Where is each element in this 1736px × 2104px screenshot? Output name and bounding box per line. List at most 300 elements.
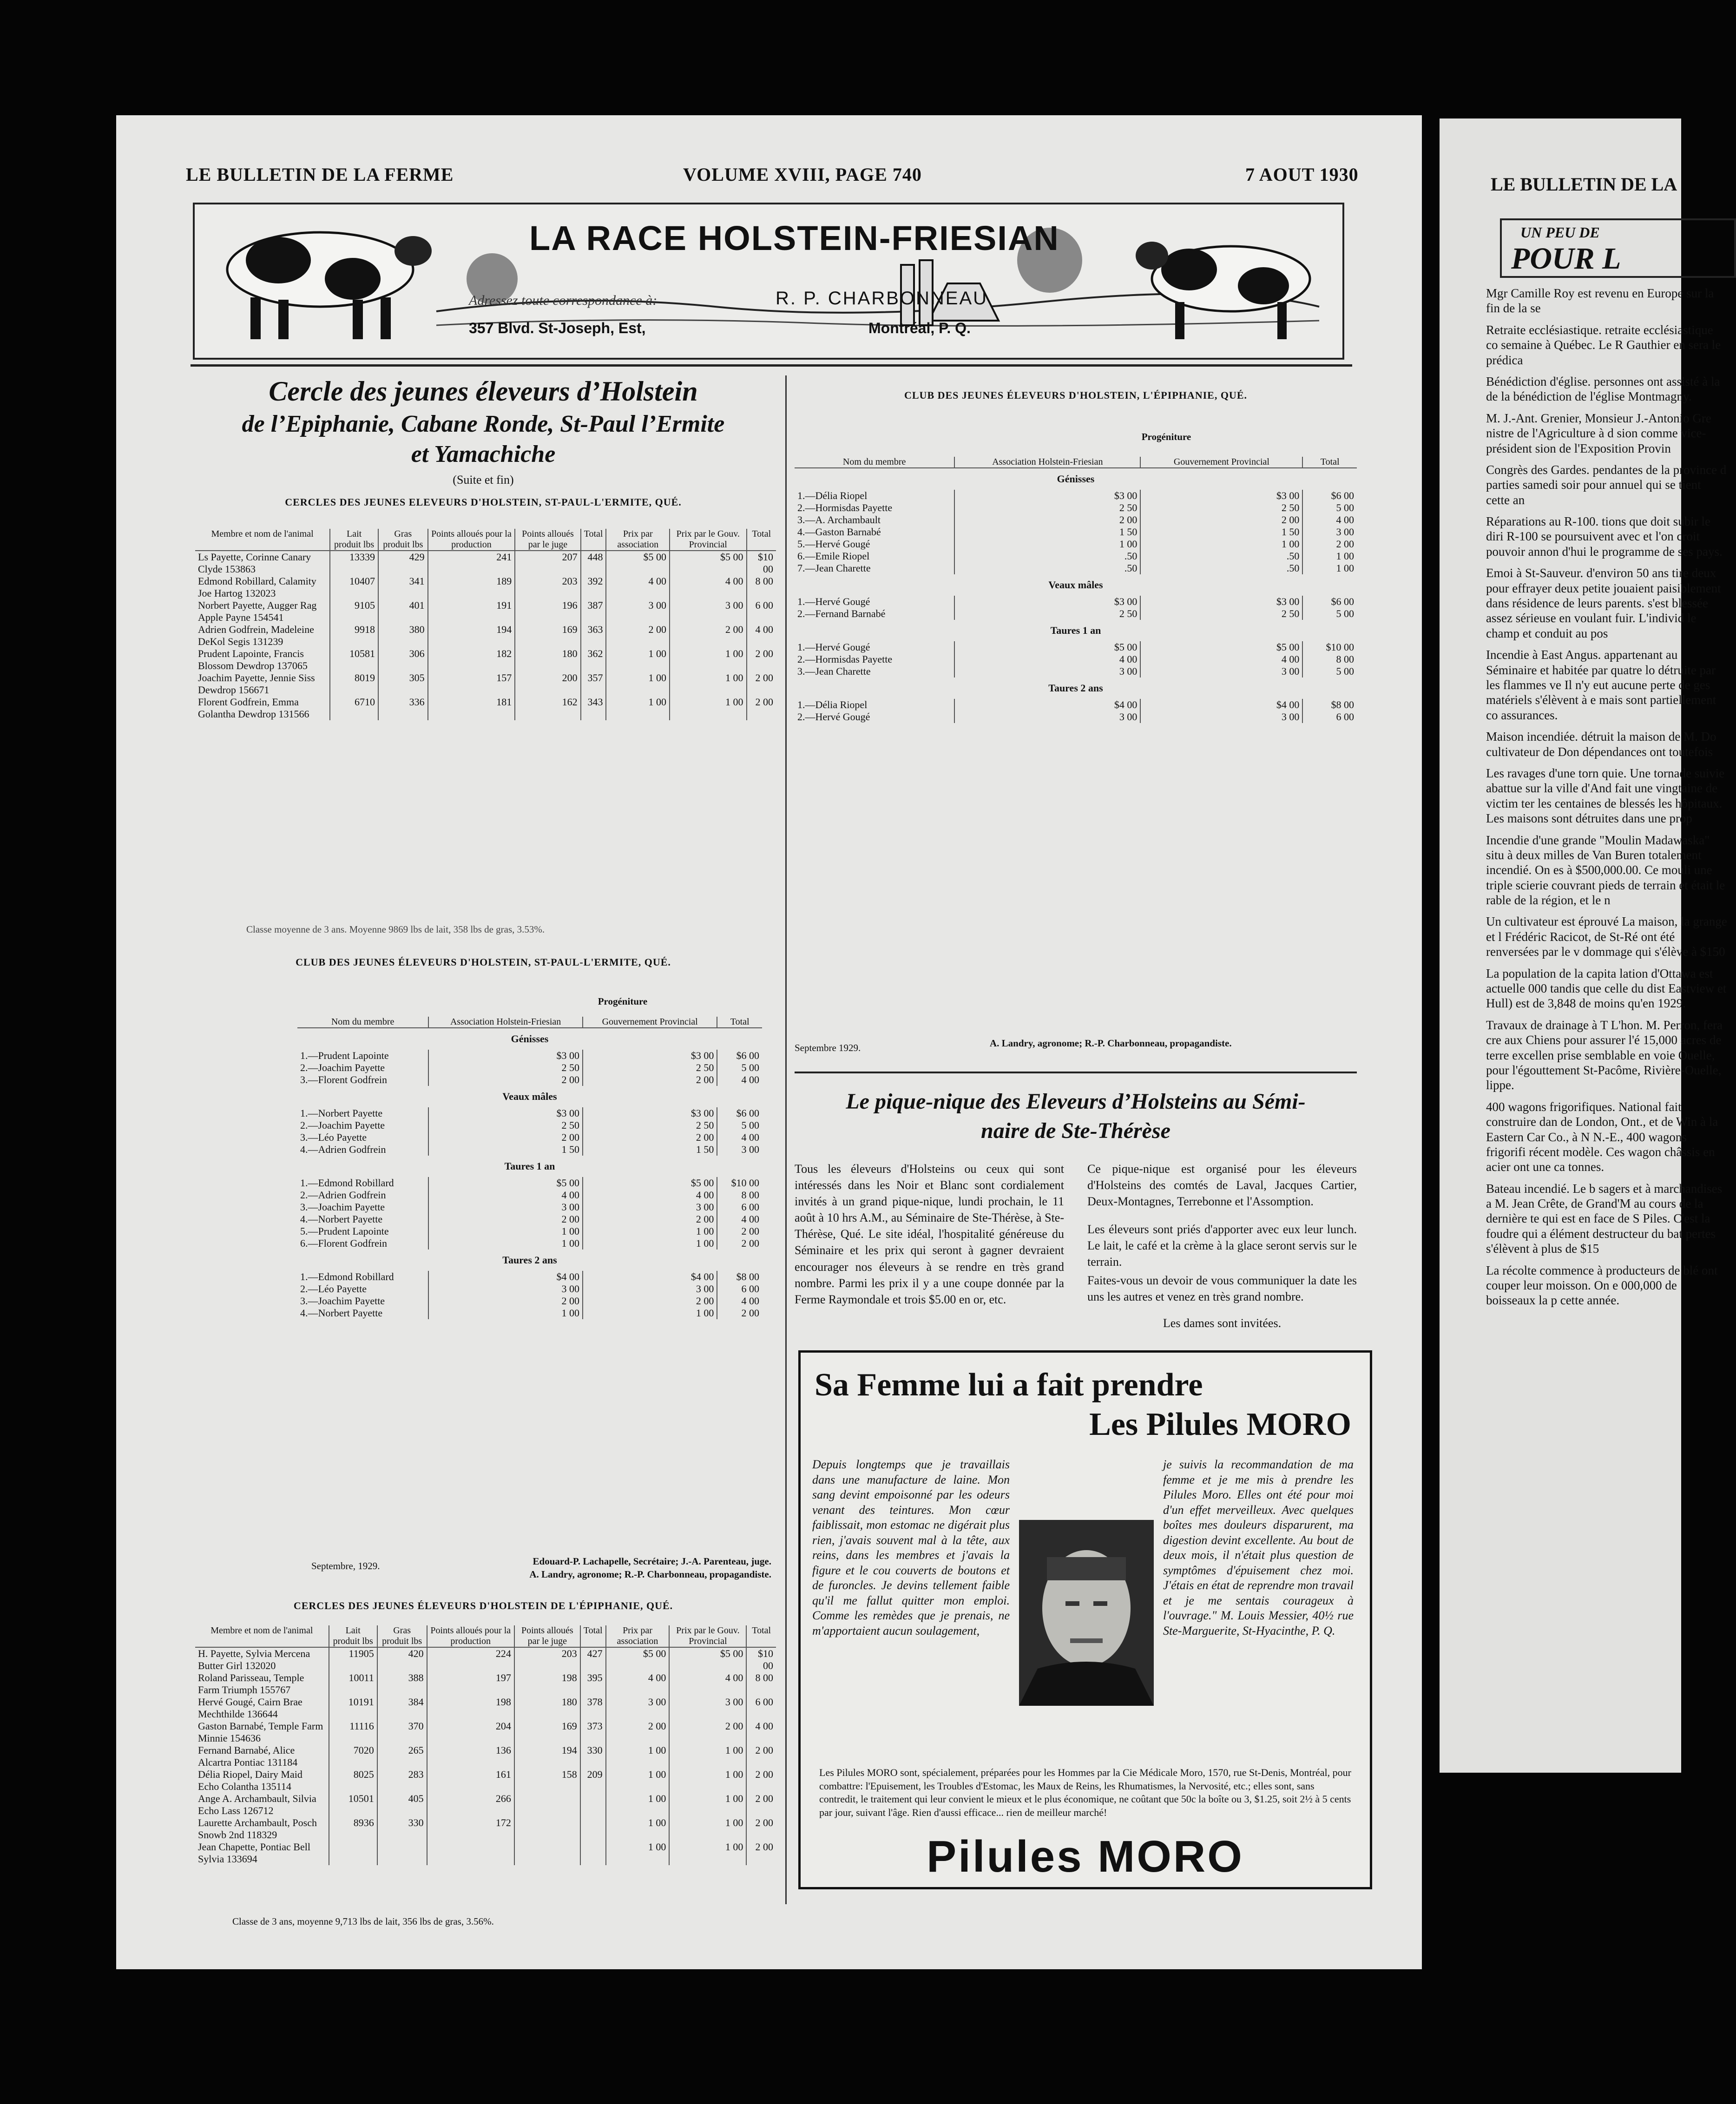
table-row <box>795 711 1357 723</box>
prize-cell: 3 00 <box>717 1144 762 1156</box>
prize-cell: 4.—Adrien Godfrein <box>300 1144 386 1155</box>
column-header: Prix par association <box>606 529 670 551</box>
banner-title: LA RACE HOLSTEIN-FRIESIAN <box>529 219 1059 257</box>
result-cell: 1 00 <box>606 696 670 720</box>
result-cell: 181 <box>428 696 515 720</box>
table-row <box>795 490 1357 502</box>
ad-headline: Sa Femme lui a fait prendre <box>815 1367 1203 1403</box>
news-brief: Bénédiction d'église. personnes ont assisté à la de la bénédiction de l'église Montmagny. <box>1486 374 1720 404</box>
prize-cell: 1 00 <box>428 1225 583 1237</box>
result-cell: Adrien Godfrein, Madeleine DeKol Segis 131239 <box>198 624 314 647</box>
result-cell: 305 <box>378 672 428 696</box>
table-row <box>297 1050 762 1062</box>
prize-cell: 3.—Léo Payette <box>300 1131 367 1143</box>
article2-title-2: naire de Ste-Thérèse <box>981 1118 1170 1143</box>
prize-cell: 4 00 <box>583 1189 717 1201</box>
result-cell: 4 00 <box>606 1672 670 1696</box>
prize-cell: 1 00 <box>1140 538 1302 550</box>
adjacent-title: POUR L <box>1511 242 1621 276</box>
news-brief: Réparations au R-100. tions que doit subir le diri R-100 se poursuivent avec et l'on croit pouvoir annon d'hui le programme de ses pays. <box>1486 514 1723 559</box>
result-cell: 172 <box>427 1817 514 1841</box>
result-cell: 380 <box>378 624 428 648</box>
result-cell: Edmond Robillard, Calamity Joe Hartog 132023 <box>198 575 316 599</box>
adjacent-news-column <box>1486 286 1728 1315</box>
prize-cell: $3 00 <box>954 596 1140 608</box>
result-cell: 8936 <box>329 1817 377 1841</box>
ad-testimonial-left: Depuis longtemps que je travaillais dans une manufacture de laine. Mon sang devint empoisonné par les odeurs venant des teintures. Mon cœur faiblissait, mon estomac ne digérait plus rien, j'avais souvent mal à la tête, aux reins, dans les membres et j'avais la figure et le cou couverts de boutons et de furoncles. Je devins tellement faible qu'il me fallut quitter mon emploi. Comme les remèdes que je prenais, ne m'apportaient aucun soulagement, <box>812 1458 1010 1637</box>
table-row <box>795 665 1357 677</box>
table2-prizes <box>297 1017 762 1319</box>
prize-cell: 4 00 <box>717 1131 762 1144</box>
prize-cell: 2 00 <box>583 1295 717 1307</box>
news-brief: Maison incendiée. détruit la maison de M. Do cultivateur de Don dépendances ont toutefois <box>1486 730 1716 759</box>
prize-cell: 2.—Joachim Payette <box>300 1119 385 1131</box>
prize-cell: 8 00 <box>1302 653 1357 665</box>
result-cell: 1 00 <box>606 672 670 696</box>
prize-cell: 1.—Norbert Payette <box>300 1107 383 1119</box>
prize-cell: 2 00 <box>717 1307 762 1319</box>
running-head-left: LE BULLETIN DE LA FERME <box>186 164 454 185</box>
article2-column-2d: Les dames sont invitées. <box>1163 1316 1282 1330</box>
section-row <box>297 1086 762 1107</box>
result-cell: 4 00 <box>670 575 746 599</box>
prize-cell: $5 00 <box>954 641 1140 653</box>
table-row <box>297 1144 762 1156</box>
result-cell: 405 <box>377 1793 427 1817</box>
prize-cell: 1.—Délia Riopel <box>797 699 868 710</box>
prize-cell: 2 50 <box>1140 502 1302 514</box>
table-row <box>297 1213 762 1225</box>
result-cell: 7020 <box>329 1744 377 1769</box>
prize-cell: 8 00 <box>717 1189 762 1201</box>
table-row <box>297 1307 762 1319</box>
prize-cell: 3.—A. Archambault <box>797 514 881 526</box>
prize-cell: $6 00 <box>1302 596 1357 608</box>
result-cell: $5 00 <box>669 1647 746 1672</box>
prize-cell: 3.—Florent Godfrein <box>300 1074 387 1085</box>
result-cell: 266 <box>427 1793 514 1817</box>
prize-cell: 3 00 <box>428 1283 583 1295</box>
prize-cell: 4.—Gaston Barnabé <box>797 526 881 538</box>
table-row <box>195 1841 776 1865</box>
prize-cell: .50 <box>954 550 1140 562</box>
result-cell: 401 <box>378 599 428 624</box>
result-cell: 162 <box>515 696 580 720</box>
column-header: Prix par association <box>606 1625 670 1647</box>
column-header: Membre et nom de l'animal <box>195 1625 329 1647</box>
prize-cell: 3 00 <box>954 711 1140 723</box>
news-brief: Incendie à East Angus. appartenant au Séminaire et habitée par quatre lo détruite par les flammes ve Il n'y eut aucune perte de ges matériels s'élèvent à e mais sont partiellement co assurances. <box>1486 648 1716 722</box>
prize-cell: 3.—Joachim Payette <box>300 1295 385 1307</box>
prize-cell: 1 00 <box>428 1237 583 1249</box>
banner-city: Montréal, P. Q. <box>868 320 971 336</box>
table2-signature-2: A. Landry, agronome; R.-P. Charbonneau, propagandiste. <box>529 1569 771 1580</box>
result-cell: Hervé Gougé, Cairn Brae Mechthilde 136644 <box>198 1696 302 1720</box>
column-header: Total <box>717 1017 762 1028</box>
table-row <box>195 599 776 624</box>
result-cell: 1 00 <box>670 696 746 720</box>
result-cell: 1 00 <box>670 672 746 696</box>
result-cell: 306 <box>378 648 428 672</box>
banner-address-label: Adressez toute correspondance à: <box>469 293 658 308</box>
column-header: Total <box>1302 457 1357 468</box>
prize-cell: 1.—Edmond Robillard <box>300 1177 394 1189</box>
column-header: Membre et nom de l'animal <box>195 529 330 551</box>
prize-cell: 5.—Prudent Lapointe <box>300 1225 389 1237</box>
moro-pills-advertisement <box>798 1350 1372 1889</box>
table-row <box>297 1119 762 1131</box>
prize-cell: 2 50 <box>428 1119 583 1131</box>
prize-cell: 1.—Hervé Gougé <box>797 596 870 607</box>
table4-date: Septembre 1929. <box>795 1042 861 1053</box>
prize-cell: 3.—Jean Charette <box>797 665 871 677</box>
prize-cell: 1 50 <box>1140 526 1302 538</box>
result-cell: 336 <box>378 696 428 720</box>
prize-cell: 7.—Jean Charette <box>797 562 871 574</box>
article2-column-1: Tous les éleveurs d'Holsteins ou ceux qui sont intéressés dans les Noir et Blanc sont cordialement invités à un grand pique-nique, lundi prochain, le 11 août à 10 hrs A.M., au Séminaire de Ste-Thérèse, à Ste-Thérèse, Qué. Le site idéal, l'hospitalité généreuse du Séminaire et les prix qui seront à gagner devraient encourager nos éleveurs à se rendre en très grand nombre. Parmi les prix il y a une coupe donnée par la Ferme Raymondale et trois $5.00 en or, etc. <box>795 1162 1064 1306</box>
result-cell: Laurette Archambault, Posch Snowb 2nd 118329 <box>198 1817 317 1841</box>
column-header: Total <box>581 529 606 551</box>
result-cell: Norbert Payette, Augger Rag Apple Payne 154541 <box>198 599 317 623</box>
column-header: Points alloués par le juge <box>515 529 580 551</box>
result-cell <box>514 1841 580 1865</box>
prize-cell: 5 00 <box>717 1062 762 1074</box>
column-header: Nom du membre <box>795 457 954 468</box>
adjacent-page <box>1440 118 1727 1773</box>
news-brief: Un cultivateur est éprouvé La maison, la grange et l Frédéric Racicot, de St-Ré ont été renversées par le v dommage qui s'élève à $150 <box>1486 914 1727 959</box>
cow-illustration-right <box>1133 209 1333 348</box>
prize-cell: 2 00 <box>717 1237 762 1249</box>
result-cell: 169 <box>514 1720 580 1744</box>
result-cell: 1 00 <box>606 1793 670 1817</box>
result-cell: 10501 <box>329 1793 377 1817</box>
column-header: Total <box>580 1625 606 1647</box>
article2-column-2c: Faites-vous un devoir de vous communiquer la date les uns les autres et venez en très grand nombre. <box>1087 1274 1357 1304</box>
prize-cell: 5.—Hervé Gougé <box>797 538 870 550</box>
prize-cell: 3 00 <box>583 1201 717 1213</box>
table-row <box>297 1283 762 1295</box>
result-cell: 6710 <box>330 696 378 720</box>
table-row <box>297 1074 762 1086</box>
table-row <box>297 1107 762 1119</box>
result-cell: 387 <box>581 599 606 624</box>
table-row <box>297 1295 762 1307</box>
column-header: Lait produit lbs <box>330 529 378 551</box>
result-cell: 4 00 <box>669 1672 746 1696</box>
result-cell: 3 00 <box>670 599 746 624</box>
prize-cell: .50 <box>954 562 1140 574</box>
prize-cell: $6 00 <box>717 1050 762 1062</box>
ad-brand-name: Pilules MORO <box>927 1832 1244 1881</box>
prize-cell: $3 00 <box>1140 490 1302 502</box>
news-brief: Mgr Camille Roy est revenu en Europe sur la fin de la se <box>1486 286 1714 316</box>
result-cell: 1 00 <box>606 1841 670 1865</box>
prize-cell: $5 00 <box>428 1177 583 1189</box>
result-cell: 1 00 <box>669 1769 746 1793</box>
prize-cell: 3 00 <box>1140 711 1302 723</box>
result-cell: 161 <box>427 1769 514 1793</box>
result-cell: 1 00 <box>606 1744 670 1769</box>
news-brief: Emoi à St-Sauveur. d'environ 50 ans tire deux pour effrayer deux petite jouaient paisiblement dans résidence de leurs parents. s'est blessée assez sérieuse en voulant fuir. L'individ le champ et conduit au pos <box>1486 566 1721 640</box>
result-cell: 194 <box>428 624 515 648</box>
cow-illustration-left <box>199 209 441 348</box>
prize-cell: $4 00 <box>954 699 1140 711</box>
prize-cell: 1 50 <box>954 526 1140 538</box>
result-cell: 10191 <box>329 1696 377 1720</box>
prize-cell: 4 00 <box>954 653 1140 665</box>
table-row <box>195 575 776 599</box>
result-cell: 395 <box>580 1672 606 1696</box>
prize-cell: $8 00 <box>1302 699 1357 711</box>
article1-subtitle: de l’Epiphanie, Cabane Ronde, St-Paul l’Ermite <box>242 411 725 437</box>
result-cell: 343 <box>581 696 606 720</box>
adjacent-kicker: UN PEU DE <box>1520 224 1600 241</box>
table-row <box>195 1817 776 1841</box>
news-brief: M. J.-Ant. Grenier, Monsieur J.-Antonio Gre nistre de l'Agriculture à d sion comme vice-président sion de l'Exposition Provin <box>1486 411 1711 455</box>
result-cell: 378 <box>580 1696 606 1720</box>
table3-caption: CERCLES DES JEUNES ÉLEVEURS D'HOLSTEIN DE L'ÉPIPHANIE, QUÉ. <box>293 1600 673 1611</box>
prize-cell: 6.—Emile Riopel <box>797 550 870 562</box>
prize-cell: 2.—Hormisdas Payette <box>797 653 893 665</box>
result-cell: 2 00 <box>746 1817 776 1841</box>
column-header: Points alloués pour la production <box>428 529 515 551</box>
table-row <box>795 526 1357 538</box>
prize-cell: $8 00 <box>717 1271 762 1283</box>
result-cell: 2 00 <box>746 1769 776 1793</box>
result-cell: 11116 <box>329 1720 377 1744</box>
prize-cell: $6 00 <box>717 1107 762 1119</box>
result-cell: Jean Chapette, Pontiac Bell Sylvia 133694 <box>198 1841 310 1865</box>
prize-cell: 2 00 <box>583 1213 717 1225</box>
news-brief: Incendie d'une grande "Moulin Madawaska" situ à deux milles de Van Buren totalement incendié. On es à $500,000.00. Ce mouli une triple scierie couvrant pieds de terrain et était le rable de la région, et le n <box>1486 833 1725 907</box>
section-row <box>795 677 1357 699</box>
table-row <box>795 502 1357 514</box>
result-cell: $5 00 <box>606 551 670 575</box>
table-row <box>297 1131 762 1144</box>
result-cell: $5 00 <box>606 1647 670 1672</box>
table-row <box>195 1672 776 1696</box>
result-cell: 362 <box>581 648 606 672</box>
result-cell: 189 <box>428 575 515 599</box>
prize-cell: 1 50 <box>583 1144 717 1156</box>
table1-caption: CERCLES DES JEUNES ELEVEURS D'HOLSTEIN, ST-PAUL-L'ERMITE, QUÉ. <box>285 496 682 508</box>
column-divider <box>785 375 787 1904</box>
column-header: Total <box>746 1625 776 1647</box>
result-cell: 204 <box>427 1720 514 1744</box>
result-cell: 6 00 <box>746 1696 776 1720</box>
section-row <box>795 468 1357 490</box>
table2-caption: CLUB DES JEUNES ÉLEVEURS D'HOLSTEIN, ST-PAUL-L'ERMITE, QUÉ. <box>296 956 671 968</box>
result-cell: 2 00 <box>670 624 746 648</box>
section-title: Veaux mâles <box>1048 579 1103 591</box>
prize-cell: $3 00 <box>583 1107 717 1119</box>
result-cell: 3 00 <box>669 1696 746 1720</box>
prize-cell: 5 00 <box>717 1119 762 1131</box>
result-cell: 1 00 <box>670 648 746 672</box>
section-title: Taures 2 ans <box>1048 682 1103 694</box>
column-header: Prix par le Gouv. Provincial <box>670 529 746 551</box>
header-row <box>297 1017 762 1028</box>
table-row <box>795 550 1357 562</box>
result-cell: 2 00 <box>746 1744 776 1769</box>
article1-suite: (Suite et fin) <box>453 473 514 487</box>
result-cell: 1 00 <box>606 648 670 672</box>
table4-caption: CLUB DES JEUNES ÉLEVEURS D'HOLSTEIN, L'ÉPIPHANIE, QUÉ. <box>904 389 1247 401</box>
table4-signature: A. Landry, agronome; R.-P. Charbonneau, propagandiste. <box>990 1038 1232 1049</box>
result-cell: 429 <box>378 551 428 575</box>
result-cell: Joachim Payette, Jennie Siss Dewdrop 156671 <box>198 672 315 696</box>
result-cell <box>427 1841 514 1865</box>
prize-cell: $10 00 <box>1302 641 1357 653</box>
result-cell: 10407 <box>330 575 378 599</box>
table-row <box>795 641 1357 653</box>
result-cell: 158 <box>514 1769 580 1793</box>
prize-cell: 1 00 <box>1302 550 1357 562</box>
prize-cell: 1 00 <box>954 538 1140 550</box>
result-cell: 11905 <box>329 1647 377 1672</box>
result-cell: Gaston Barnabé, Temple Farm Minnie 154636 <box>198 1720 323 1744</box>
prize-cell: 2.—Fernand Barnabé <box>797 608 886 619</box>
column-header: Gras produit lbs <box>377 1625 427 1647</box>
section-title: Veaux mâles <box>502 1091 557 1102</box>
prize-cell: $3 00 <box>583 1050 717 1062</box>
ad-fine-print: Les Pilules MORO sont, spécialement, préparées pour les Hommes par la Cie Médicale Moro, 1570, rue St-Denis, Montréal, pour combattre: l'Epuisement, les Troubles d'Estomac, les Maux de Reins, les Rhumatismes, la Nervosité, etc.; elles sont, sans contredit, le traitement qui leur convient le mieux et le plus économique, ne coûtant que 50c la boîte ou 3, $1.25, soit 2½ à 5 cents par jour, suivant l'âge. Rien d'aussi efficace... rien de meilleur marché! <box>819 1767 1351 1818</box>
result-cell: 180 <box>514 1696 580 1720</box>
result-cell: Ange A. Archambault, Silvia Echo Lass 126712 <box>198 1793 316 1816</box>
top-rule <box>191 364 1352 367</box>
ad-headline-2: Les Pilules MORO <box>1089 1407 1351 1442</box>
article1-title: Cercle des jeunes éleveurs d’Holstein <box>269 376 698 407</box>
column-header: Association Holstein-Friesian <box>954 457 1140 468</box>
result-cell: Roland Parisseau, Temple Farm Triumph 155767 <box>198 1672 304 1696</box>
prize-cell: 3 00 <box>1302 526 1357 538</box>
news-brief: La récolte commence à producteurs de blé ont couper leur moisson. On e 000,000 de boisseaux la p cette année. <box>1486 1263 1718 1308</box>
result-cell: 169 <box>515 624 580 648</box>
prize-cell: 2 00 <box>717 1225 762 1237</box>
prize-cell: .50 <box>1140 550 1302 562</box>
table-row <box>795 514 1357 526</box>
result-cell: 8025 <box>329 1769 377 1793</box>
ad-testimonial-right: je suivis la recommandation de ma femme et je me mis à prendre les Pilules Moro. Elles ont été pour moi d'un effet merveilleux. Avec quelques boîtes mes douleurs disparurent, ma digestion devint excellente. Au bout de deux mois, il n'était plus question de symptômes d'épuisement chez moi. J'étais en état de reprendre mon travail et je me sentais courageux à l'ouvrage." M. Louis Messier, 40½ rue Ste-Marguerite, St-Hyacinthe, P. Q. <box>1163 1458 1354 1637</box>
news-brief: 400 wagons frigorifiques. National fait construire dan de London, Ont., et de Win à la Eastern Car Co., à N N.-E., 400 wagons frigorifi récent modèle. Ces wagon châssis en acier ont une ca tonnes. <box>1486 1099 1718 1174</box>
result-cell: 203 <box>514 1647 580 1672</box>
table-row <box>297 1189 762 1201</box>
article-rule <box>795 1072 1357 1073</box>
section-row <box>795 620 1357 641</box>
table4-prizes <box>795 457 1357 723</box>
result-cell: 6 00 <box>747 599 776 624</box>
table-row <box>195 696 776 720</box>
prize-cell: 3.—Joachim Payette <box>300 1201 385 1213</box>
result-cell: 448 <box>581 551 606 575</box>
result-cell: Délia Riopel, Dairy Maid Echo Colantha 135114 <box>198 1769 302 1792</box>
result-cell: 1 00 <box>669 1817 746 1841</box>
table-row <box>795 562 1357 574</box>
result-cell: 2 00 <box>747 672 776 696</box>
result-cell <box>514 1793 580 1817</box>
result-cell: 191 <box>428 599 515 624</box>
news-brief: Congrès des Gardes. pendantes de la province d parties samedi soir pour annuel qui se tient cette an <box>1486 462 1727 507</box>
result-cell: Florent Godfrein, Emma Golantha Dewdrop 131566 <box>198 696 309 720</box>
prize-cell: 2.—Léo Payette <box>300 1283 367 1295</box>
news-brief: Les ravages d'une torn quie. Une tornade suivie abattue sur la ville d'And fait une vingtaine de victim ter les centaines de blessés les hôpitaux. Les maisons sont détruites dans une prop <box>1486 766 1725 826</box>
table-row <box>297 1201 762 1213</box>
section-title: Génisses <box>1057 473 1095 485</box>
banner-contact-name: R. P. CHARBONNEAU <box>776 288 988 309</box>
prize-cell: 1.—Edmond Robillard <box>300 1271 394 1282</box>
table-row <box>195 1647 776 1672</box>
result-cell: 2 00 <box>747 648 776 672</box>
table-row <box>795 699 1357 711</box>
result-cell <box>514 1817 580 1841</box>
article1-subtitle-2: et Yamachiche <box>411 441 556 467</box>
running-head-date: 7 AOUT 1930 <box>1245 164 1359 185</box>
article2-column-2a: Ce pique-nique est organisé pour les éleveurs d'Holsteins des comtés de Laval, Jacques Cartier, Deux-Montagnes, Terrebonne et l'Assomption. <box>1087 1162 1357 1209</box>
result-cell: 1 00 <box>669 1793 746 1817</box>
prize-cell: 2 50 <box>583 1062 717 1074</box>
column-header: Points alloués par le juge <box>514 1625 580 1647</box>
prize-cell: 5 00 <box>1302 502 1357 514</box>
man-portrait-photo <box>1019 1520 1154 1706</box>
prize-cell: 6.—Florent Godfrein <box>300 1237 387 1249</box>
prize-cell: 5 00 <box>1302 665 1357 677</box>
table-row <box>195 624 776 648</box>
prize-cell: 4 00 <box>1140 653 1302 665</box>
result-cell: 196 <box>515 599 580 624</box>
result-cell: 341 <box>378 575 428 599</box>
table-row <box>795 538 1357 550</box>
result-cell: 2 00 <box>746 1841 776 1865</box>
result-cell: 2 00 <box>747 696 776 720</box>
result-cell: 373 <box>580 1720 606 1744</box>
result-cell: 3 00 <box>606 1696 670 1720</box>
column-header: Gras produit lbs <box>378 529 428 551</box>
table-row <box>195 1744 776 1769</box>
result-cell: 136 <box>427 1744 514 1769</box>
result-cell: 2 00 <box>669 1720 746 1744</box>
table1-results <box>195 529 776 720</box>
prize-cell: $4 00 <box>428 1271 583 1283</box>
result-cell: 207 <box>515 551 580 575</box>
prize-cell: 1 00 <box>1302 562 1357 574</box>
section-title: Taures 1 an <box>1050 625 1101 636</box>
prize-cell: 2 50 <box>1140 608 1302 620</box>
prize-cell: $3 00 <box>954 490 1140 502</box>
prize-cell: 6 00 <box>717 1201 762 1213</box>
result-cell: 4 00 <box>747 624 776 648</box>
prize-cell: $4 00 <box>583 1271 717 1283</box>
column-header: Nom du membre <box>297 1017 428 1028</box>
result-cell: 8019 <box>330 672 378 696</box>
prize-cell: 2 50 <box>954 608 1140 620</box>
prize-cell: 4 00 <box>1302 514 1357 526</box>
result-cell: 198 <box>427 1696 514 1720</box>
column-header: Gouvernement Provincial <box>1140 457 1302 468</box>
result-cell: 4 00 <box>606 575 670 599</box>
prize-cell: 4 00 <box>717 1295 762 1307</box>
prize-cell: 2.—Joachim Payette <box>300 1062 385 1073</box>
result-cell: 2 00 <box>606 624 670 648</box>
prize-cell: 4.—Norbert Payette <box>300 1213 383 1225</box>
table-row <box>195 551 776 575</box>
prize-cell: 1.—Prudent Lapointe <box>300 1050 389 1061</box>
header-row <box>795 457 1357 468</box>
adjacent-title-box <box>1500 218 1736 278</box>
result-cell <box>580 1841 606 1865</box>
result-cell: 209 <box>580 1769 606 1793</box>
result-cell: 10011 <box>329 1672 377 1696</box>
table-row <box>297 1177 762 1189</box>
